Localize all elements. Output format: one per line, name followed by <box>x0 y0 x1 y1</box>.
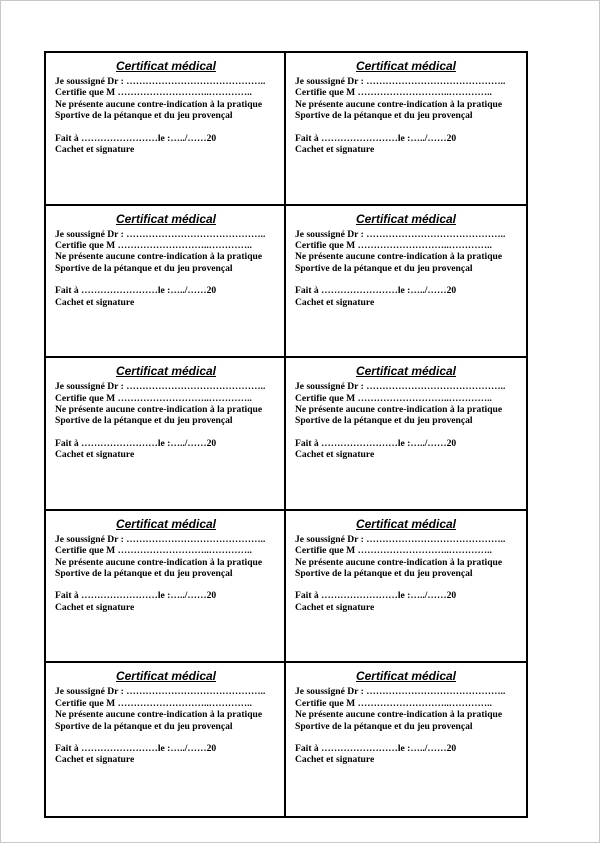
certifies-line: Certifie que M ………………………..………….. <box>295 545 492 557</box>
doctor-line: Je soussigné Dr : …………………………………….. <box>295 228 506 240</box>
made-at-line: Fait à ……………………le :…../……20 <box>295 285 457 297</box>
stamp-signature-line: Cachet et signature <box>55 449 135 461</box>
no-contraindication-line: Ne présente aucune contre-indication à la pratique <box>295 556 503 568</box>
made-at-line: Fait à ……………………le :…../……20 <box>295 590 457 602</box>
certificate-title: Certificat médical <box>355 211 457 226</box>
certifies-line: Certifie que M ………………………..………….. <box>55 545 252 557</box>
sport-line: Sportive de la pétanque et du jeu provençal <box>295 110 473 122</box>
certifies-line: Certifie que M ………………………..………….. <box>295 392 492 404</box>
sport-line: Sportive de la pétanque et du jeu provençal <box>55 720 233 732</box>
certificate-title: Certificat médical <box>355 364 457 379</box>
certificate-card <box>46 511 286 664</box>
made-at-line: Fait à ……………………le :…../……20 <box>55 285 217 297</box>
certificate-title: Certificat médical <box>115 211 217 226</box>
doctor-line: Je soussigné Dr : …………………………………….. <box>55 533 266 545</box>
no-contraindication-line: Ne présente aucune contre-indication à la pratique <box>295 98 503 110</box>
doctor-line: Je soussigné Dr : …………………………………….. <box>55 76 266 87</box>
certificate-card <box>286 53 526 206</box>
certifies-line: Certifie que M ………………………..………….. <box>55 87 252 99</box>
certificate-title: Certificat médical <box>355 59 457 73</box>
stamp-signature-line: Cachet et signature <box>55 296 135 308</box>
certifies-line: Certifie que M ………………………..………….. <box>295 240 492 251</box>
certificate-card <box>46 358 286 511</box>
stamp-signature-line: Cachet et signature <box>55 754 135 766</box>
sport-line: Sportive de la pétanque et du jeu provençal <box>55 415 233 427</box>
stamp-signature-line: Cachet et signature <box>295 754 375 766</box>
doctor-line: Je soussigné Dr : …………………………………….. <box>295 381 506 393</box>
certificate-card <box>46 206 286 359</box>
certificate-title: Certificat médical <box>115 669 217 684</box>
sport-line: Sportive de la pétanque et du jeu provençal <box>55 110 233 122</box>
made-at-line: Fait à ……………………le :…../……20 <box>295 132 457 144</box>
doctor-line: Je soussigné Dr : …………………………………….. <box>295 533 506 545</box>
doctor-line: Je soussigné Dr : …………………………………….. <box>55 228 266 240</box>
made-at-line: Fait à ……………………le :…../……20 <box>55 132 217 144</box>
no-contraindication-line: Ne présente aucune contre-indication à la pratique <box>55 709 263 721</box>
certifies-line: Certifie que M ………………………..………….. <box>55 697 252 709</box>
stamp-signature-line: Cachet et signature <box>295 144 375 156</box>
no-contraindication-line: Ne présente aucune contre-indication à la pratique <box>55 98 263 110</box>
no-contraindication-line: Ne présente aucune contre-indication à la pratique <box>55 556 263 568</box>
sport-line: Sportive de la pétanque et du jeu provençal <box>55 262 233 274</box>
certifies-line: Certifie que M ………………………..………….. <box>55 240 252 251</box>
certificate-title: Certificat médical <box>115 59 217 73</box>
certificate-title: Certificat médical <box>115 516 217 531</box>
certificate-card <box>286 358 526 511</box>
no-contraindication-line: Ne présente aucune contre-indication à la pratique <box>295 404 503 415</box>
certificate-card <box>286 206 526 359</box>
sport-line: Sportive de la pétanque et du jeu provençal <box>55 568 233 580</box>
doctor-line: Je soussigné Dr : …………………………………….. <box>295 76 506 87</box>
no-contraindication-line: Ne présente aucune contre-indication à la pratique <box>295 251 503 263</box>
doctor-line: Je soussigné Dr : …………………………………….. <box>55 381 266 393</box>
no-contraindication-line: Ne présente aucune contre-indication à la pratique <box>55 251 263 263</box>
stamp-signature-line: Cachet et signature <box>295 601 375 613</box>
certificate-grid <box>44 51 528 818</box>
no-contraindication-line: Ne présente aucune contre-indication à la pratique <box>55 404 263 415</box>
stamp-signature-line: Cachet et signature <box>55 144 135 156</box>
certificate-card <box>46 53 286 206</box>
sport-line: Sportive de la pétanque et du jeu provençal <box>295 262 473 274</box>
stamp-signature-line: Cachet et signature <box>295 449 375 461</box>
made-at-line: Fait à ……………………le :…../……20 <box>55 437 217 449</box>
doctor-line: Je soussigné Dr : …………………………………….. <box>295 686 506 698</box>
certificate-card <box>46 663 286 816</box>
stamp-signature-line: Cachet et signature <box>55 601 135 613</box>
doctor-line: Je soussigné Dr : …………………………………….. <box>55 686 266 698</box>
sport-line: Sportive de la pétanque et du jeu provençal <box>295 415 473 427</box>
made-at-line: Fait à ……………………le :…../……20 <box>295 437 457 449</box>
certificate-card <box>286 663 526 816</box>
stamp-signature-line: Cachet et signature <box>295 296 375 308</box>
certifies-line: Certifie que M ………………………..………….. <box>295 697 492 709</box>
made-at-line: Fait à ……………………le :…../……20 <box>55 590 217 602</box>
certificate-card <box>286 511 526 664</box>
sport-line: Sportive de la pétanque et du jeu provençal <box>295 568 473 580</box>
no-contraindication-line: Ne présente aucune contre-indication à la pratique <box>295 709 503 721</box>
certificate-title: Certificat médical <box>355 516 457 531</box>
certificate-title: Certificat médical <box>355 669 457 684</box>
certifies-line: Certifie que M ………………………..………….. <box>295 87 492 99</box>
made-at-line: Fait à ……………………le :…../……20 <box>55 743 217 755</box>
certifies-line: Certifie que M ………………………..………….. <box>55 392 252 404</box>
certificate-title: Certificat médical <box>115 364 217 379</box>
made-at-line: Fait à ……………………le :…../……20 <box>295 743 457 755</box>
sport-line: Sportive de la pétanque et du jeu provençal <box>295 720 473 732</box>
